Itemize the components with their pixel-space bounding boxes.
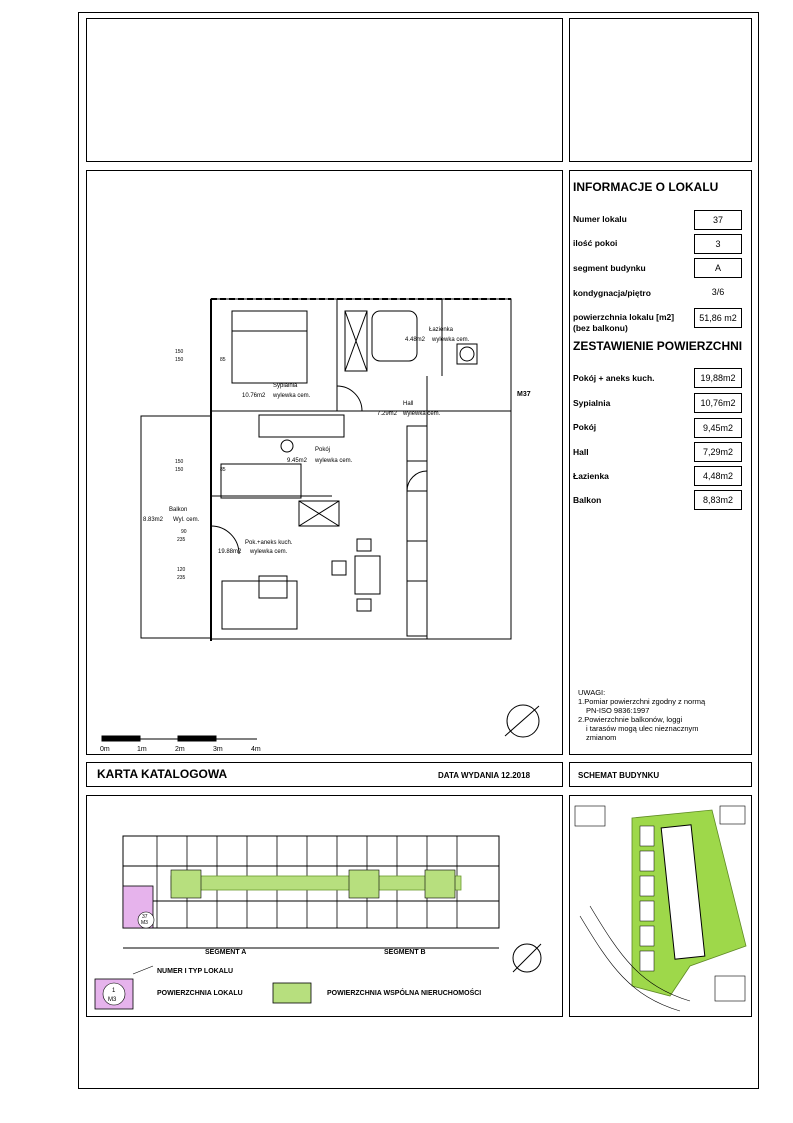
room-floor-balkon: Wyl. cem. bbox=[173, 517, 200, 523]
summary-value-kitchen: 19,88m2 bbox=[694, 368, 742, 388]
notes-line: zmianom bbox=[586, 733, 617, 742]
kitchen-counter bbox=[407, 426, 427, 636]
washing-machine bbox=[460, 347, 474, 361]
card-title: KARTA KATALOGOWA bbox=[97, 767, 228, 781]
room-area-pokoj: 9.45m2 bbox=[287, 458, 308, 464]
notes-line: 2.Powierzchnie balkonów, loggi bbox=[578, 715, 683, 724]
summary-title: ZESTAWIENIE POWIERZCHNI bbox=[573, 339, 743, 353]
room-floor-kuchnia: wylewka cem. bbox=[250, 549, 288, 555]
floor-plan bbox=[87, 171, 564, 756]
summary-value-bedroom: 10,76m2 bbox=[694, 393, 742, 413]
room-name-lazienka: Łazienka bbox=[429, 327, 454, 333]
legend-badge-num: 1 bbox=[112, 988, 116, 994]
building-plan bbox=[87, 796, 564, 1018]
sofa-bed bbox=[221, 464, 301, 498]
info-label-number: Numer lokalu bbox=[573, 214, 627, 224]
room-name-balkon: Balkon bbox=[169, 507, 188, 513]
scale-label: 1m bbox=[137, 746, 147, 753]
dim-label: 85 bbox=[220, 467, 226, 473]
desk bbox=[259, 415, 344, 437]
info-value-area: 51,86 m2 bbox=[694, 308, 742, 328]
scale-label: 0m bbox=[100, 746, 110, 753]
dim-label: 150 bbox=[175, 459, 184, 465]
dim-label: 150 bbox=[175, 349, 184, 355]
notes-line: i tarasów mogą ulec nieznacznym bbox=[586, 724, 699, 733]
dim-label: 120 bbox=[177, 567, 186, 573]
summary-label-kitchen: Pokój + aneks kuch. bbox=[573, 373, 655, 383]
dim-label: 235 bbox=[177, 575, 186, 581]
summary-label-room: Pokój bbox=[573, 422, 597, 432]
summary-value-room: 9,45m2 bbox=[694, 418, 742, 438]
info-label-area: powierzchnia lokalu [m2] (bez balkonu) bbox=[573, 312, 675, 333]
scale-label: 3m bbox=[213, 746, 223, 753]
legend-badge-type: M3 bbox=[108, 997, 117, 1003]
summary-label-bedroom: Sypialnia bbox=[573, 398, 611, 408]
notes bbox=[578, 688, 705, 742]
dim-label: 235 bbox=[177, 537, 186, 543]
room-floor-pokoj: wylewka cem. bbox=[315, 458, 353, 464]
notes-line: 1.Pomiar powierzchni zgodny z normą bbox=[578, 697, 706, 706]
bathtub bbox=[372, 311, 417, 361]
room-area-lazienka: 4.48m2 bbox=[405, 337, 426, 343]
site-map-box bbox=[569, 795, 752, 1017]
unit-tag: M37 bbox=[517, 391, 531, 398]
building-plan-box bbox=[86, 795, 563, 1017]
common-corridor bbox=[171, 876, 461, 890]
summary-value-balcony: 8,83m2 bbox=[694, 490, 742, 510]
room-area-sypialnia: 10.76m2 bbox=[242, 393, 266, 399]
segment-a-label: SEGMENT A bbox=[205, 949, 247, 956]
info-value-floor: 3/6 bbox=[711, 287, 725, 297]
dim-label: 150 bbox=[175, 467, 184, 473]
schema-title: SCHEMAT BUDYNKU bbox=[578, 771, 660, 780]
dim-label: 90 bbox=[181, 529, 187, 535]
summary-label-bath: Łazienka bbox=[573, 471, 609, 481]
legend-area-label: POWIERZCHNIA LOKALU bbox=[157, 990, 243, 997]
info-title: INFORMACJE O LOKALU bbox=[573, 180, 719, 194]
bed bbox=[232, 311, 307, 383]
room-name-kuchnia: Pok.+aneks kuch. bbox=[245, 540, 293, 546]
info-value-number: 37 bbox=[694, 210, 742, 230]
room-floor-lazienka: wylewka cem. bbox=[432, 337, 470, 343]
room-floor-hall: wylewka cem. bbox=[403, 411, 441, 417]
info-label-rooms: ilość pokoi bbox=[573, 238, 618, 248]
room-area-kuchnia: 19.88m2 bbox=[218, 549, 242, 555]
scale-label: 2m bbox=[175, 746, 185, 753]
legend-common-label: POWIERZCHNIA WSPÓLNA NIERUCHOMOŚCI bbox=[327, 990, 482, 997]
room-floor-sypialnia: wylewka cem. bbox=[273, 393, 311, 399]
site-map bbox=[570, 796, 753, 1018]
header-left-box bbox=[86, 18, 563, 162]
segment-b-label: SEGMENT B bbox=[384, 949, 426, 956]
info-value-rooms: 3 bbox=[694, 234, 742, 254]
room-name-pokoj: Pokój bbox=[315, 447, 331, 453]
summary-value-bath: 4,48m2 bbox=[694, 466, 742, 486]
room-name-sypialnia: Sypialnia bbox=[273, 383, 298, 389]
notes-line: PN-ISO 9836:1997 bbox=[586, 706, 650, 715]
room-name-hall: Hall bbox=[403, 401, 414, 407]
legend-common-swatch bbox=[273, 983, 311, 1003]
summary-label-balcony: Balkon bbox=[573, 495, 602, 505]
info-value-segment: A bbox=[694, 258, 742, 278]
notes-heading: UWAGI: bbox=[578, 688, 606, 697]
room-area-balkon: 8.83m2 bbox=[143, 517, 164, 523]
plan-box bbox=[86, 170, 563, 755]
summary-value-hall: 7,29m2 bbox=[694, 442, 742, 462]
unit-badge-type: M3 bbox=[141, 920, 148, 926]
info-label-segment: segment budynku bbox=[573, 263, 646, 273]
dining-table bbox=[355, 556, 380, 594]
apartment-outline bbox=[211, 299, 511, 639]
unit-badge-num: 37 bbox=[142, 914, 148, 920]
legend-number-label: NUMER I TYP LOKALU bbox=[157, 968, 234, 975]
dim-label: 85 bbox=[220, 357, 226, 363]
scale-label: 4m bbox=[251, 746, 261, 753]
room-area-hall: 7.29m2 bbox=[377, 411, 398, 417]
info-label-floor: kondygnacja/piętro bbox=[573, 288, 651, 298]
dim-label: 150 bbox=[175, 357, 184, 363]
summary-label-hall: Hall bbox=[573, 447, 589, 457]
release-date: DATA WYDANIA 12.2018 bbox=[438, 771, 531, 780]
balcony-outline bbox=[141, 416, 211, 638]
header-right-box bbox=[569, 18, 752, 162]
